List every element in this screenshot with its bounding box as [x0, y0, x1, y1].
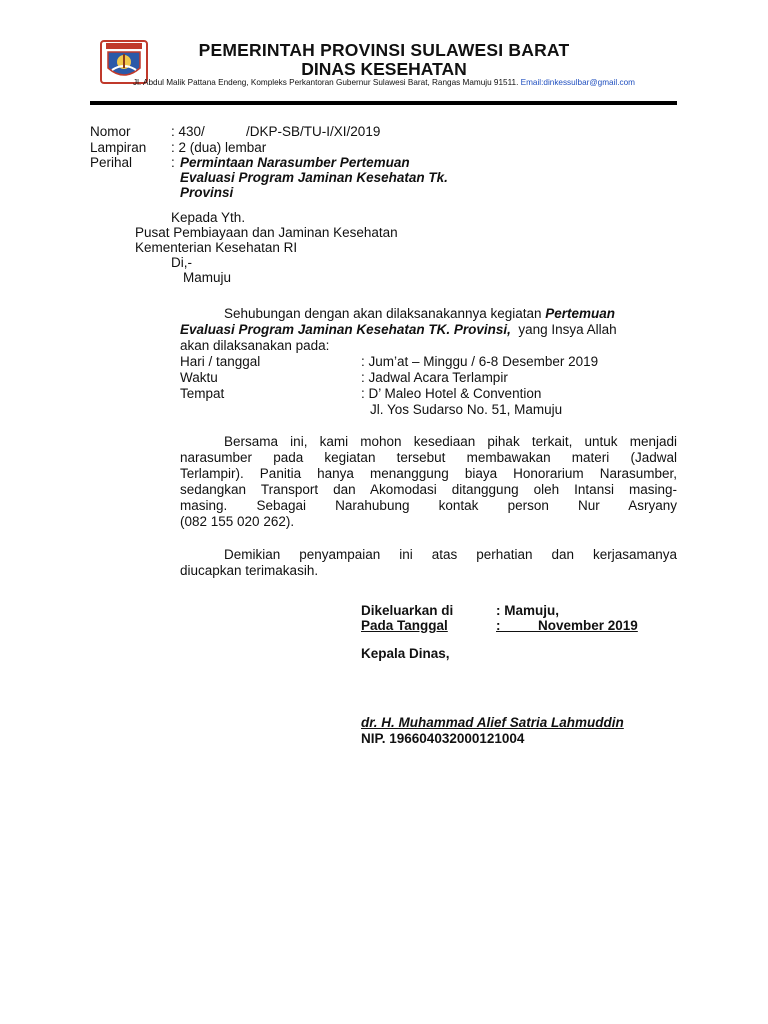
letterhead-address — [0, 78, 768, 87]
tempat-value: : D’ Maleo Hotel & Convention — [361, 386, 542, 401]
paragraph-2-line-2: narasumber pada kegiatan tersebut membawakan materi (Jadwal — [180, 450, 677, 465]
paragraph-2-line-6: (082 155 020 262). — [180, 514, 295, 529]
signatory-nip: NIP. 196604032000121004 — [361, 731, 525, 746]
recipient-name: Pusat Pembiayaan dan Jaminan Kesehatan — [135, 225, 398, 240]
perihal-line-1: Permintaan Narasumber Pertemuan — [180, 155, 410, 170]
paragraph-1-event-name: Evaluasi Program Jaminan Kesehatan TK. Provinsi, — [180, 322, 511, 337]
paragraph-3-line-2: diucapkan terimakasih. — [180, 563, 319, 578]
paragraph-2-line-5: masing. Sebagai Narahubung kontak person Nur Asryany — [180, 498, 677, 513]
perihal-line-2: Evaluasi Program Jaminan Kesehatan Tk. — [180, 170, 448, 185]
paragraph-3-line-1: Demikian penyampaian ini atas perhatian dan kerjasamanya — [224, 547, 677, 562]
signatory-position: Kepala Dinas, — [361, 646, 450, 661]
paragraph-1-line-1 — [224, 306, 615, 322]
nomor-value: : 430/ /DKP-SB/TU-I/XI/2019 — [171, 124, 381, 139]
paragraph-2-line-1: Bersama ini, kami mohon kesediaan pihak terkait, untuk menjadi — [224, 434, 677, 449]
lampiran-value: : 2 (dua) lembar — [171, 140, 267, 155]
nomor-label: Nomor — [90, 124, 131, 139]
recipient-greeting: Kepada Yth. — [171, 210, 246, 225]
paragraph-1-intro: Sehubungan dengan akan dilaksanakannya kegiatan — [224, 306, 546, 321]
recipient-institution: Kementerian Kesehatan RI — [135, 240, 298, 255]
waktu-label: Waktu — [180, 370, 218, 385]
paragraph-1-line-2 — [180, 322, 617, 338]
paragraph-2-line-4: sedangkan Transport dan Akomodasi ditanggung oleh Intansi masing- — [180, 482, 677, 497]
email-link[interactable]: Email:dinkessulbar@gmail.com — [520, 78, 635, 87]
tempat-label: Tempat — [180, 386, 225, 401]
tempat-address: Jl. Yos Sudarso No. 51, Mamuju — [370, 402, 563, 417]
hari-value: : Jum’at – Minggu / 6-8 Desember 2019 — [361, 354, 599, 369]
letterhead-divider — [90, 101, 677, 105]
hari-label: Hari / tanggal — [180, 354, 261, 369]
paragraph-1-cont: yang Insya Allah — [510, 322, 617, 337]
issued-at-label: Dikeluarkan di — [361, 603, 454, 618]
date-label: Pada Tanggal — [361, 618, 448, 633]
perihal-colon: : — [171, 155, 175, 170]
signatory-name: dr. H. Muhammad Alief Satria Lahmuddin — [361, 715, 624, 730]
paragraph-1-event-start: Pertemuan — [545, 306, 616, 321]
issued-at-value: : Mamuju, — [496, 603, 559, 618]
recipient-di: Di,- — [171, 255, 192, 270]
lampiran-label: Lampiran — [90, 140, 147, 155]
letterhead-agency: DINAS KESEHATAN — [301, 59, 467, 79]
letterhead-government: PEMERINTAH PROVINSI SULAWESI BARAT — [198, 40, 570, 60]
paragraph-2-line-3: Terlampir). Panitia hanya menanggung biaya Honorarium Narasumber, — [180, 466, 677, 481]
paragraph-1-line-3: akan dilaksanakan pada: — [180, 338, 330, 353]
date-value: : November 2019 — [496, 618, 638, 633]
waktu-value: : Jadwal Acara Terlampir — [361, 370, 508, 385]
perihal-label: Perihal — [90, 155, 133, 170]
perihal-line-3: Provinsi — [180, 185, 234, 200]
address-text: Jl. Abdul Malik Pattana Endeng, Kompleks Perkantoran Gubernur Sulawesi Barat, Rangas Mamuju 91511. — [133, 78, 519, 87]
recipient-city: Mamuju — [183, 270, 232, 285]
